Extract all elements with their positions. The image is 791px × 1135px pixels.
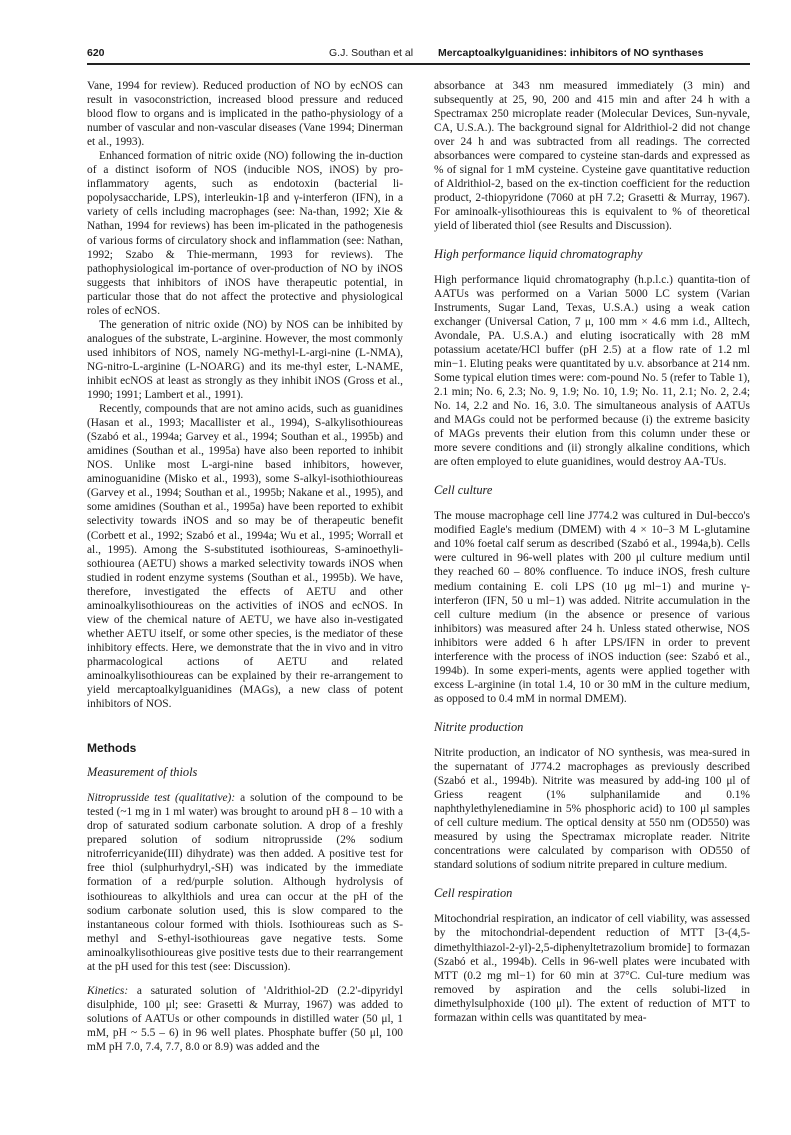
nitroprusside-text: a solution of the compound to be tested (~1 mg in 1 ml water) was brought to around pH 8 – 10 with a drop of saturated sodium carbonate solution. A drop of a freshly prepared solution of sodium nitroprusside (2% sodium nitroferricyanide(III) dihydrate) was then added. A positive test for free thiol (sulphurhydryl,-SH) was indicated by the immediate formation of a red/purple solution. Although hydrolysis of isothioureas to alkylthiols and urea can occur at the pH of the sodium carbonate solution used, this is slow compared to the instantaneous colour formed with thiols. Isothioureas such as S-methyl and S-ethyl-isothioureas gave negative tests. Some aminoalkylisothioureas give positive tests due to their rearrangement at the pH used for this test (see: Discussion). [87, 792, 403, 973]
running-authors: G.J. Southan et al [329, 47, 414, 59]
kinetics-label: Kinetics: [87, 984, 129, 997]
methods-heading: Methods [87, 741, 137, 756]
nitrite-paragraph: Nitrite production, an indicator of NO synthesis, was mea-sured in the supernatant of J774.2 macrophages as previously described (Szabó et al., 1994b). Nitrite was measured by add-ing 100 μl of Griess reagent (1% sulphanilamide and 0.1% naphthylethylenediamine in 5% phosphoric acid) to 100 μl samples of cell culture medium. The optical density at 550 nm (OD550) was measured by using the Spectramax microplate reader. Nitrite concentrations were calculated by comparison with OD550 of standard solutions of sodium nitrite prepared in culture medium. [434, 746, 750, 872]
hplc-paragraph: High performance liquid chromatography (h.p.l.c.) quantita-tion of AATUs was performed on a Varian 5000 LC system (Varian Instruments, Sugar Land, Texas, U.S.A.) using a weak cation exchanger (Universal Cation, 7 μ, 100 mm × 4.6 mm i.d., Alltech, Avondale, PA. U.S.A.) and eluting isocratically with 28 mM potassium acetate/HCl buffer (pH 2.5) at a flow rate of 1.2 ml min−1. Eluting peaks were quantitated by u.v. absorbance at 214 nm. Some typical elution times were: com-pound No. 5 (refer to Table 1), 2.1 min; No. 6, 2.3; No. 9, 1.9; No. 10, 1.9; No. 11, 2.1; No. 2, 2.4; No. 14, 2.2 and No. 16, 3.0. The simultaneous analysis of AATUs and MAGs could not be performed because (i) the extreme basicity of MAGs prevents their elution from this column under these or more severe conditions and (ii) strongly alkaline conditions, which are often employed to elute guanidines, would destroy AA-TUs. [434, 273, 750, 469]
intro-paragraph-4: Recently, compounds that are not amino acids, such as guanidines (Hasan et al., 1993; Macallister et al., 1994), S-alkylisothioureas (Szabó et al., 1994a; Garvey et al., 1994; Southan et al., 1995b) and amidines (Southan et al., 1995a) have also been reported to inhibit NOS. Unlike most L-argi-nine based inhibitors, however, aminoguanidine (Misko et al., 1993), some S-alkyl-isothiothioureas (Garvey et al., 1994; Southan et al., 1995b; Nakane et al., 1995), and some amidines (Southan et al., 1995a) have been reported to exhibit selectivity towards iNOS and so may be of therapeutic benefit (Corbett et al., 1992; Szabó et al., 1994a; Wu et al., 1995; Worrall et al., 1995). Among the S-substituted isothioureas, S-aminoethyli-sothiourea (AETU) shows a marked selectivity towards iNOS when studied in rodent enzyme systems (Southan et al., 1995b). We have, therefore, investigated the effects of AETU and other aminoalkylisothioureas on the activities of iNOS and ecNOS. In view of the chemical nature of AETU, we have also in-vestigated whether AETU itself, or some other species, is the mediator of these inhibitory effects. Here, we demonstrate that the in vivo and in vitro pharmacological actions of AETU and related aminoalkylisothioureas can be explained by their re-arrangement to yield mercaptoalkylguanidines (MAGs), a new class of potent inhibitors of NOS. [87, 403, 403, 711]
header-rule [87, 63, 750, 65]
thiols-heading: Measurement of thiols [87, 765, 198, 780]
kinetics-text: a saturated solution of 'Aldrithiol-2D (2.2'-dipyridyl disulphide, 100 μl; see: Grasetti & Murray, 1967) was added to solutions of AATUs or other compounds in distilled water (50 μl, 1 mM, pH ~ 5.5 – 6) in 96 well plates. Phosphate buffer (50 μl, 100 mM pH 7.0, 7.4, 7.7, 8.0 or 8.9) was added and the [87, 984, 403, 1053]
intro-paragraph-2: Enhanced formation of nitric oxide (NO) following the in-duction of a distinct isoform of NOS (inducible NOS, iNOS) by pro-inflammatory agents, such as endotoxin (bacterial li-popolysaccharide, LPS), interleukin-1β and γ-interferon (IFN), in a variety of cells including macrophages (see: Na-than, 1992; Xie & Nathan, 1994 for reviews) has been im-plicated in the pathogenesis of various forms of circulatory shock and inflammation (see: Nathan, 1992; Szabo & Thie-mermann, 1993 for reviews). The pathophysiological im-portance of over-production of NO by iNOS suggests that inhibitors of iNOS have therapeutic potential, in particular those that do not affect the protective and physiological roles of ecNOS. [87, 150, 403, 317]
cell-culture-heading: Cell culture [434, 483, 493, 498]
page-header [87, 46, 750, 62]
intro-paragraph-1: Vane, 1994 for review). Reduced production of NO by ecNOS can result in vasoconstriction, increased blood pressure and reduced blood flow to organs and is implicated in the patho-physiology of a number of vascular and non-vascular diseases (Vane 1994; Dinerman et al., 1993). [87, 80, 403, 149]
nitrite-heading: Nitrite production [434, 719, 524, 734]
hplc-heading: High performance liquid chromatography [434, 246, 643, 261]
right-column [434, 79, 750, 1025]
cell-respiration-heading: Cell respiration [434, 886, 513, 901]
left-column [87, 79, 403, 1054]
running-title: Mercaptoalkylguanidines: inhibitors of NO synthases [438, 47, 704, 59]
page-number: 620 [87, 47, 105, 59]
cell-respiration-paragraph: Mitochondrial respiration, an indicator of cell viability, was assessed by the mitochondrial-dependent reduction of MTT [3-(4,5-dimethylthiazol-2-yl)-2,5-diphenyltetrazolium bromide] to formazan (Szabó et al., 1994b). Cells in 96-well plates were incubated with MTT (0.2 mg ml−1) for 60 min at 37°C. Cul-ture medium was removed by aspiration and the cells solubi-lized in dimethylsulphoxide (100 μl). The extent of reduction of MTT to formazan within cells was quantitated by mea- [434, 913, 750, 1024]
kinetics-paragraph [87, 984, 403, 1054]
intro-paragraph-3: The generation of nitric oxide (NO) by NOS can be inhibited by analogues of the substrate, L-arginine. However, the most commonly used inhibitors of NOS, namely NG-methyl-L-argi-nine (L-NMA), NG-nitro-L-arginine (L-NOARG) and its me-thyl ester, L-NAME, inhibit ecNOS at least as strongly as they inhibit iNOS (Gross et al., 1990; 1991; Lambert et al., 1991). [87, 318, 403, 402]
kinetics-continued-paragraph: absorbance at 343 nm measured immediately (3 min) and subsequently at 25, 90, 200 and 415 min and after 24 h with a Spectramax 250 microplate reader (Molecular Devices, Sun-nyvale, CA, U.S.A.). The background signal for Aldrithiol-2 did not change over 24 h and was subtracted from all readings. The corrected absorbances were compared to cysteine stan-dards and expressed as % of signal for 1 mM cysteine. Cysteine gave quantitative reduction of Aldrithiol-2, based on the ex-tinction coefficient for the reduction product, 2-thiopyridone (7060 at pH 7.2; Grasetti & Murray, 1967). For aminoalk-ylisothioureas this is equivalent to % of theoretical yield of liberated thiol (see Results and Discussion). [434, 80, 750, 233]
nitroprusside-paragraph [87, 791, 403, 974]
cell-culture-paragraph: The mouse macrophage cell line J774.2 was cultured in Dul-becco's modified Eagle's medium (DMEM) with 4 × 10−3 M L-glutamine and 10% foetal calf serum as described (Szabó et al., 1994a,b). Cells were cultured in 96-well plates with 200 μl culture medium until they reached 60 – 80% confluence. To induce iNOS, fresh culture medium containing E. coli LPS (10 μg ml−1) and murine γ-interferon (IFN, 50 u ml−1) was added. Nitrite accumulation in the cell culture medium (in the absence or presence of various inhibitors) was measured after 24 h. Unless stated otherwise, NOS inhibitors were added 6 h after LPS/IFN in order to prevent interference with the process of iNOS induction (see: Szabó et al., 1994b). In some experi-ments, agents were applied together with excess L-arginine (in total 1.4, 10 or 30 mM in the culture medium, as opposed to 0.4 mM in normal DMEM). [434, 510, 750, 705]
nitroprusside-label: Nitroprusside test (qualitative): [87, 792, 236, 805]
